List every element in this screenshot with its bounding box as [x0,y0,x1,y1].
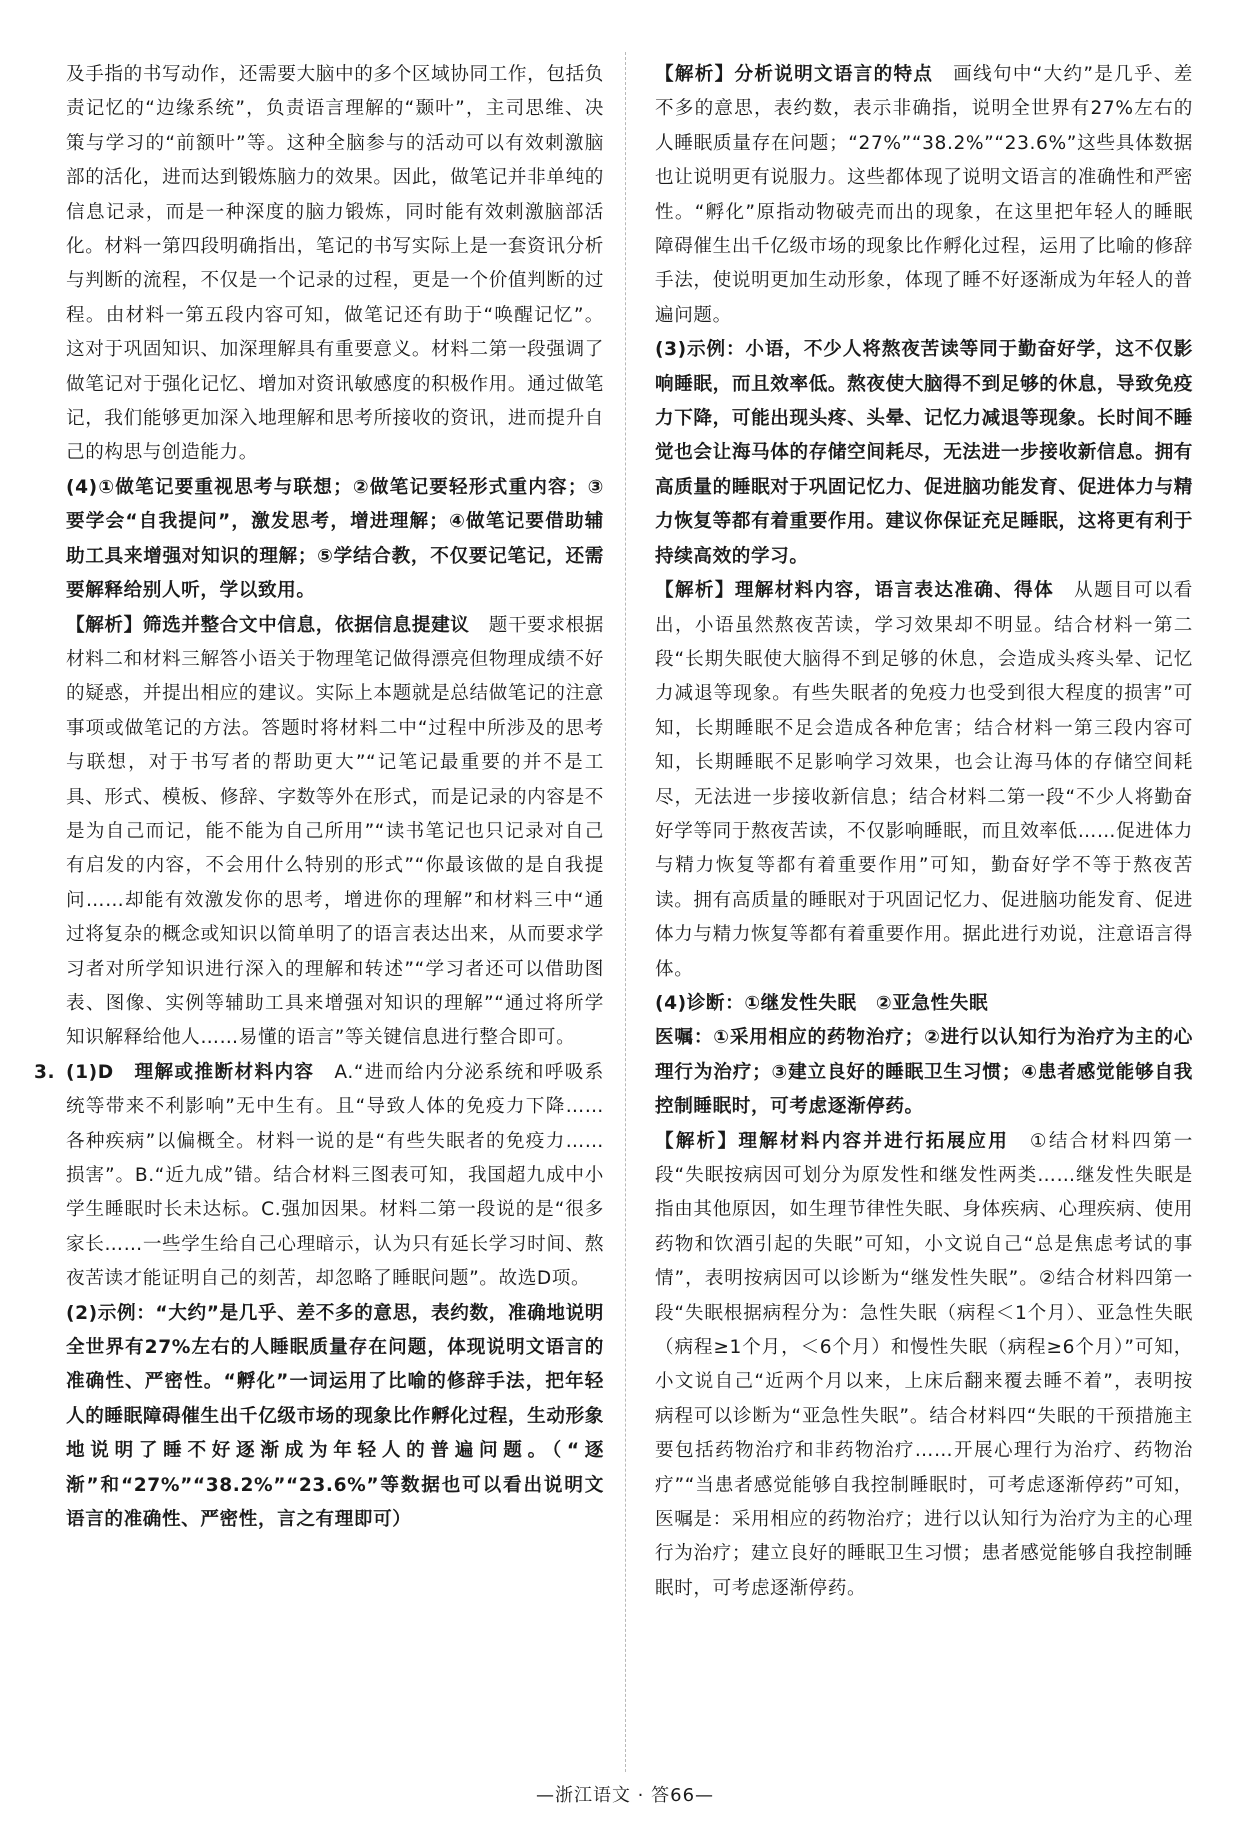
q4-analysis [66,609,604,1056]
analysis-tag: 【解析】理解材料内容并进行拓展应用 [655,1130,1010,1152]
question-number: 3. [34,1061,56,1083]
q2-analysis [655,58,1193,333]
q4-answer: (4)①做笔记要重视思考与联想；②做笔记要轻形式重内容；③要学会“自我提问”，激发思考，增进理解；④做笔记要借助辅助工具来增强对知识的理解；⑤学结合教，不仅要记笔记，还需要解释给别人听，学以致用。 [66,476,604,602]
analysis-body: ①结合材料四第一段“失眠按病因可划分为原发性和继发性两类……继发性失眠是指由其他原因，如生理节律性失眠、身体疾病、心理疾病、使用药物和饮酒引起的失眠”可知，小文说自己“总是焦虑考试的事情”，表明按病因可以诊断为“继发性失眠”。②结合材料四第一段“失眠根据病程分为：急性失眠（病程＜1个月）、亚急性失眠（病程≥1个月，＜6个月）和慢性失眠（病程≥6个月）”可知，小文说自己“近两个月以来，上床后翻来覆去睡不着”，表明按病程可以诊断为“亚急性失眠”。结合材料四“失眠的干预措施主要包括药物治疗和非药物治疗……开展心理行为治疗、药物治疗”“当患者感觉能够自我控制睡眠时，可考虑逐渐停药”可知，医嘱是：采用相应的药物治疗；进行以认知行为治疗为主的心理行为治疗；建立良好的睡眠卫生习惯；患者感觉能够自我控制睡眠时，可考虑逐渐停药。 [655,1130,1193,1599]
analysis-tag: 【解析】理解材料内容，语言表达准确、得体 [655,580,1055,602]
analysis-tag: 【解析】筛选并整合文中信息，依据信息提建议 [66,614,470,636]
analysis-body: 题干要求根据材料二和材料三解答小语关于物理笔记做得漂亮但物理成绩不好的疑惑，并提出相应的建议。实际上本题就是总结做笔记的注意事项或做笔记的方法。答题时将材料二中“过程中所涉及的思考与联想，对于书写者的帮助更大”“记笔记最重要的并不是工具、形式、模板、修辞、字数等外在形式，而是记录的内容是不是为自己而记，能不能为自己所用”“读书笔记也只记录对自己有启发的内容，不会用什么特别的形式”“你最该做的是自我提问……却能有效激发你的思考，增进你的理解”和材料三中“通过将复杂的概念或知识以简单明了的语言表达出来，从而要求学习者对所学知识进行深入的理解和转述”“学习者还可以借助图表、图像、实例等辅助工具来增强对知识的理解”“通过将所学知识解释给他人……易懂的语言”等关键信息进行整合即可。 [66,614,604,1049]
q4-diagnosis: (4)诊断：①继发性失眠 ②亚急性失眠 [655,992,989,1014]
page-footer: —浙江语文 · 答66— [535,1785,715,1806]
q2-answer: (2)示例：“大约”是几乎、差不多的意思，表约数，准确地说明全世界有27%左右的人睡眠质量存在问题，体现说明文语言的准确性、严密性。“孵化”一词运用了比喻的修辞手法，把年轻人的睡眠障碍催生出千亿级市场的现象比作孵化过程，生动形象地说明了睡不好逐渐成为年轻人的普遍问题。（“逐渐”和“27%”“38.2%”“23.6%”等数据也可以看出说明文语言的准确性、严密性，言之有理即可） [66,1302,604,1531]
right-column [655,58,1193,1606]
q3-analysis [655,574,1193,987]
analysis-body: 画线句中“大约”是几乎、差不多的意思，表约数，表示非确指，说明全世界有27%左右的人睡眠质量存在问题；“27%”“38.2%”“23.6%”这些具体数据也让说明更有说服力。这些都体现了说明文语言的准确性和严密性。“孵化”原指动物破壳而出的现象，在这里把年轻人的睡眠障碍催生出千亿级市场的现象比作孵化过程，运用了比喻的修辞手法，使说明更加生动形象，体现了睡不好逐渐成为年轻人的普遍问题。 [655,64,1194,326]
q4-advice: 医嘱：①采用相应的药物治疗；②进行以认知行为治疗为主的心理行为治疗；③建立良好的睡眠卫生习惯；④患者感觉能够自我控制睡眠时，可考虑逐渐停药。 [655,1027,1193,1118]
column-divider [625,52,626,1772]
analysis-tag: 【解析】分析说明文语言的特点 [655,64,934,85]
left-paragraph-1: 及手指的书写动作，还需要大脑中的多个区域协同工作，包括负责记忆的“边缘系统”，负责语言理解的“颞叶”，主司思维、决策与学习的“前额叶”等。这种全脑参与的活动可以有效刺激脑部的活化，进而达到锻炼脑力的效果。因此，做笔记并非单纯的信息记录，而是一种深度的脑力锻炼，同时能有效刺激脑部活化。材料一第四段明确指出，笔记的书写实际上是一套资讯分析与判断的流程，不仅是一个记录的过程，更是一个价值判断的过程。由材料一第五段内容可知，做笔记还有助于“唤醒记忆”。这对于巩固知识、加深理解具有重要意义。材料二第一段强调了做笔记对于强化记忆、增加对资讯敏感度的积极作用。通过做笔记，我们能够更加深入地理解和思考所接收的资讯，进而提升自己的构思与创造能力。 [66,64,604,464]
q3-1-body: A.“进而给内分泌系统和呼吸系统等带来不利影响”无中生有。且“导致人体的免疫力下降……各种疾病”以偏概全。材料一说的是“有些失眠者的免疫力……损害”。B.“近九成”错。结合材料三图表可知，我国超九成中小学生睡眠时长未达标。C.强加因果。材料二第一段说的是“很多家长……一些学生给自己心理暗示，认为只有延长学习时间、熬夜苦读才能证明自己的刻苦，却忽略了睡眠问题”。故选D项。 [66,1061,604,1290]
analysis-body: 从题目可以看出，小语虽然熬夜苦读，学习效果却不明显。结合材料一第二段“长期失眠使大脑得不到足够的休息，会造成头疼头晕、记忆力减退等现象。有些失眠者的免疫力也受到很大程度的损害”可知，长期睡眠不足会造成各种危害；结合材料一第三段内容可知，长期睡眠不足影响学习效果，也会让海马体的存储空间耗尽，无法进一步接收新信息；结合材料二第一段“不少人将勤奋好学等同于熬夜苦读，不仅影响睡眠，而且效率低……促进体力与精力恢复等都有着重要作用”可知，勤奋好学不等于熬夜苦读。拥有高质量的睡眠对于巩固记忆力、促进脑功能发育、促进体力与精力恢复等都有着重要作用。据此进行劝说，注意语言得体。 [655,580,1193,980]
left-column [34,58,604,1537]
q4-analysis [655,1125,1193,1607]
question-3 [34,1056,604,1297]
q3-1-head: (1)D 理解或推断材料内容 [66,1061,315,1083]
q3-answer: (3)示例：小语，不少人将熬夜苦读等同于勤奋好学，这不仅影响睡眠，而且效率低。熬夜使大脑得不到足够的休息，导致免疫力下降，可能出现头疼、头晕、记忆力减退等现象。长时间不睡觉也会让海马体的存储空间耗尽，无法进一步接收新信息。拥有高质量的睡眠对于巩固记忆力、促进脑功能发育、促进体力与精力恢复等都有着重要作用。建议你保证充足睡眠，这将更有利于持续高效的学习。 [655,339,1193,567]
